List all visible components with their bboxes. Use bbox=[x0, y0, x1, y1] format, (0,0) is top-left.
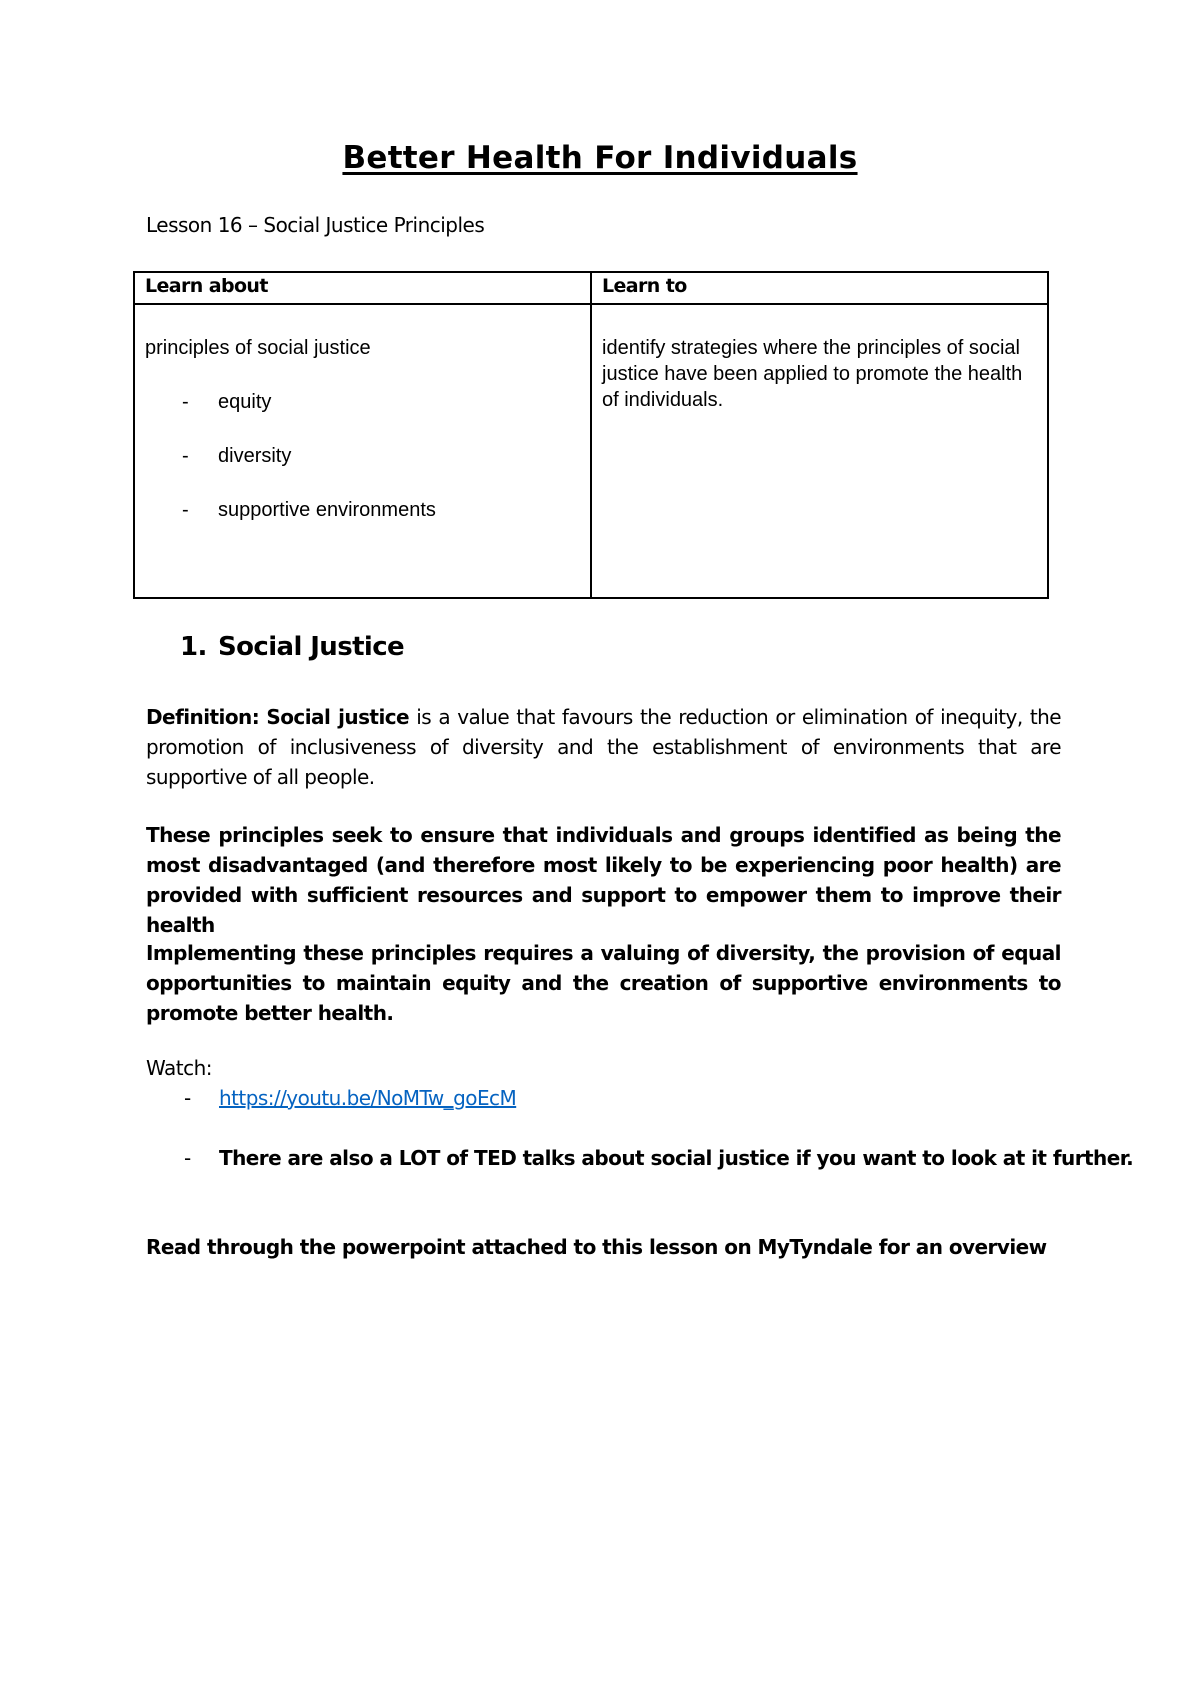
dash-bullet: - bbox=[182, 445, 189, 467]
definition-paragraph bbox=[146, 702, 1061, 792]
dash-bullet: - bbox=[184, 1086, 191, 1110]
table-body-row bbox=[134, 304, 1048, 598]
list-item-text: supportive environments bbox=[218, 499, 436, 521]
implementing-paragraph: Implementing these principles requires a valuing of diversity, the provision of equal opportunities to maintain equity and the creation of supportive environments to promote better health. bbox=[146, 941, 1061, 1025]
learn-about-list bbox=[145, 389, 580, 523]
learn-about-cell bbox=[134, 304, 591, 598]
section-number: 1. bbox=[180, 632, 207, 662]
list-item-text: equity bbox=[218, 391, 272, 413]
section-title: Social Justice bbox=[218, 632, 405, 662]
dash-bullet: - bbox=[182, 499, 189, 521]
dash-bullet: - bbox=[184, 1146, 191, 1170]
list-item bbox=[145, 497, 580, 523]
ted-talks-item bbox=[146, 1146, 1134, 1170]
learn-about-header: Learn about bbox=[134, 272, 591, 304]
learn-about-intro: principles of social justice bbox=[145, 337, 371, 359]
watch-label: Watch: bbox=[146, 1056, 213, 1080]
ted-talks-note: There are also a LOT of TED talks about social justice if you want to look at it further. bbox=[219, 1146, 1134, 1170]
closing-instruction: Read through the powerpoint attached to this lesson on MyTyndale for an overview bbox=[146, 1235, 1047, 1259]
document-title: Better Health For Individuals bbox=[342, 140, 858, 176]
learn-to-cell: identify strategies where the principles of social justice have been applied to promote the health of individuals. bbox=[591, 304, 1048, 598]
table-header-row bbox=[134, 272, 1048, 304]
list-item bbox=[145, 443, 580, 469]
list-item-text: diversity bbox=[218, 445, 292, 467]
learn-to-header: Learn to bbox=[591, 272, 1048, 304]
video-link-item bbox=[146, 1086, 517, 1110]
outcomes-table bbox=[133, 271, 1049, 599]
dash-bullet: - bbox=[182, 391, 189, 413]
section-heading bbox=[180, 632, 405, 662]
lesson-subtitle: Lesson 16 – Social Justice Principles bbox=[146, 213, 485, 237]
principles-paragraph: These principles seek to ensure that individuals and groups identified as being the most disadvantaged (and therefore most likely to be experiencing poor health) are provided with sufficient resources and support to empower them to improve their health bbox=[146, 823, 1061, 937]
definition-label: Definition: bbox=[146, 705, 260, 729]
list-item bbox=[145, 389, 580, 415]
definition-text: is a value that favours the reduction or elimination of inequity, the promotion of inclusiveness of diversity and the establishment of environments that are supportive of all people. bbox=[146, 705, 1061, 789]
youtube-link[interactable]: https://youtu.be/NoMTw_goEcM bbox=[219, 1086, 517, 1110]
definition-term: Social justice bbox=[266, 705, 410, 729]
